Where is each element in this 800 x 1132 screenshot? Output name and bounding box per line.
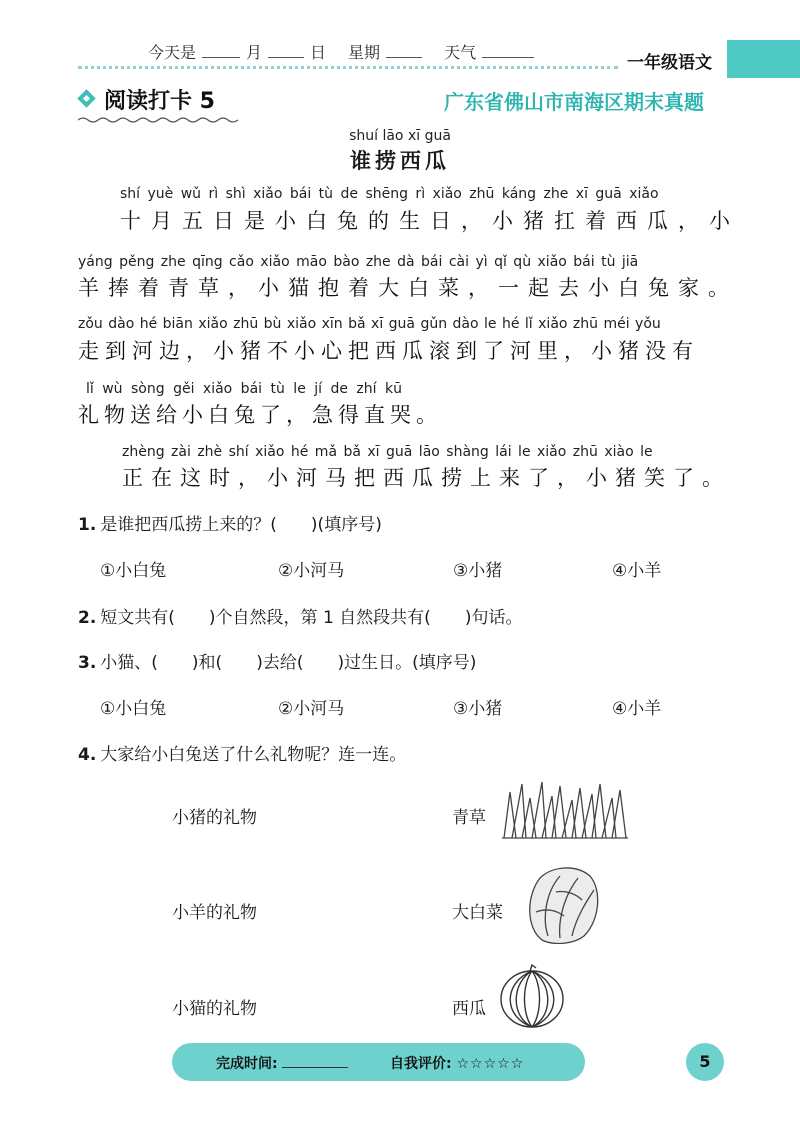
- question-3-number: 3.: [78, 653, 97, 673]
- watermelon-icon: [498, 964, 566, 1030]
- cabbage-icon: [520, 862, 602, 944]
- card-title: 阅读打卡 5: [104, 89, 215, 114]
- q1-option-3[interactable]: ③小猪: [453, 561, 503, 581]
- q3-option-1[interactable]: ①小白兔: [100, 699, 167, 719]
- grade-tab-accent: [723, 40, 800, 78]
- completion-time-label: 完成时间:: [216, 1056, 278, 1072]
- date-today-label: 今天是: [148, 43, 197, 62]
- gift-from-pig[interactable]: 小猪的礼物: [172, 808, 257, 828]
- date-line: [148, 40, 540, 63]
- question-4: [78, 740, 406, 765]
- q3-option-2[interactable]: ②小河马: [278, 699, 345, 719]
- page-number: 5: [686, 1043, 724, 1081]
- gift-watermelon-label[interactable]: 西瓜: [452, 999, 486, 1019]
- question-2-number: 2.: [78, 608, 97, 628]
- story-pinyin-3: zǒu dào hé biān xiǎo zhū bù xiǎo xīn bǎ xī guā gǔn dào le hé lǐ xiǎo zhū méi yǒu: [78, 316, 661, 332]
- weather-blank[interactable]: [482, 43, 534, 58]
- question-4-text: 大家给小白兔送了什么礼物呢？连一连。: [100, 745, 407, 765]
- story-pinyin-5: zhèng zài zhè shí xiǎo hé mǎ bǎ xī guā lāo shàng lái le xiǎo zhū xiào le: [122, 444, 653, 460]
- story-pinyin-2: yáng pěng zhe qīng cǎo xiǎo māo bào zhe dà bái cài yì qǐ qù xiǎo bái tù jiā: [78, 254, 639, 270]
- question-2-text: 短文共有( )个自然段，第 1 自然段共有( )句话。: [100, 608, 523, 628]
- question-2: [78, 603, 522, 628]
- story-line-5: 正在这时，小河马把西瓜捞上来了，小猪笑了。: [122, 466, 731, 490]
- month-label: 月: [246, 43, 263, 62]
- question-3-text: 小猫、( )和( )去给( )过生日。(填序号): [100, 653, 477, 673]
- gift-from-cat[interactable]: 小猫的礼物: [172, 999, 257, 1019]
- story-pinyin-4: lǐ wù sòng gěi xiǎo bái tù le jí de zhí kū: [86, 381, 402, 397]
- story-line-2: 羊捧着青草，小猫抱着大白菜，一起去小白兔家。: [78, 276, 738, 300]
- q1-option-4[interactable]: ④小羊: [612, 561, 662, 581]
- story-line-1: 十月五日是小白兔的生日，小猪扛着西瓜，小: [120, 209, 740, 233]
- day-label: 日: [310, 43, 327, 62]
- story-title: 谁捞西瓜: [350, 148, 450, 173]
- completion-time: [216, 1053, 348, 1073]
- weather-label: 天气: [444, 43, 477, 62]
- title-pinyin: shuí lāo xī guā: [349, 128, 451, 144]
- week-blank[interactable]: [386, 43, 422, 58]
- self-evaluation: [390, 1053, 524, 1073]
- gift-cabbage-label[interactable]: 大白菜: [452, 903, 503, 923]
- q1-option-2[interactable]: ②小河马: [278, 561, 345, 581]
- question-3: [78, 648, 476, 673]
- gift-grass-label[interactable]: 青草: [452, 808, 486, 828]
- story-pinyin-1: shí yuè wǔ rì shì xiǎo bái tù de shēng rì xiǎo zhū káng zhe xī guā xiǎo: [120, 186, 659, 202]
- wavy-underline: [78, 116, 238, 124]
- star-rating[interactable]: ☆☆☆☆☆: [456, 1056, 525, 1072]
- grade-tab: [619, 40, 800, 78]
- day-blank[interactable]: [268, 43, 304, 58]
- question-4-number: 4.: [78, 745, 97, 765]
- q3-option-3[interactable]: ③小猪: [453, 699, 503, 719]
- month-blank[interactable]: [202, 43, 240, 58]
- story-line-3: 走到河边，小猪不小心把西瓜滚到了河里，小猪没有: [78, 339, 699, 363]
- question-1-text: 是谁把西瓜捞上来的？( )(填序号): [100, 515, 382, 535]
- question-1: [78, 510, 382, 535]
- gift-from-sheep[interactable]: 小羊的礼物: [172, 903, 257, 923]
- grass-icon: [500, 778, 630, 840]
- dotted-divider: [78, 66, 618, 69]
- q3-option-4[interactable]: ④小羊: [612, 699, 662, 719]
- self-evaluation-label: 自我评价:: [390, 1056, 452, 1072]
- completion-time-blank[interactable]: [282, 1055, 348, 1068]
- q1-option-1[interactable]: ①小白兔: [100, 561, 167, 581]
- story-line-4: 礼物送给小白兔了，急得直哭。: [78, 403, 442, 427]
- footer-bar: [172, 1043, 585, 1081]
- question-1-number: 1.: [78, 515, 97, 535]
- exam-source: 广东省佛山市南海区期末真题: [444, 90, 704, 114]
- grade-label: 一年级语文: [627, 53, 712, 73]
- week-label: 星期: [348, 43, 381, 62]
